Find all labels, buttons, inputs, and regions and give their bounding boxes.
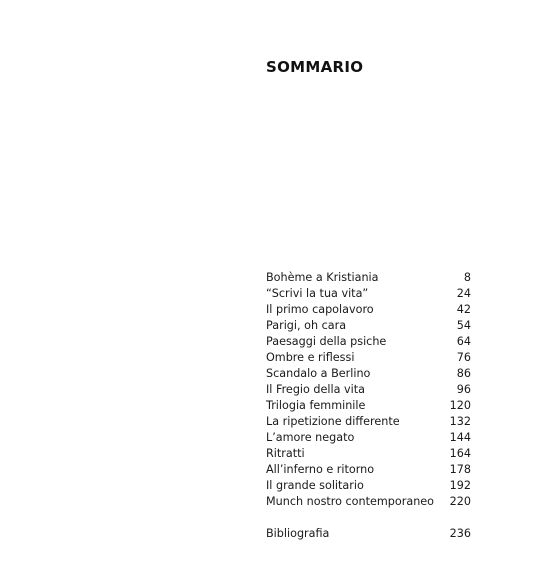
page-title: SOMMARIO xyxy=(266,58,364,76)
toc-entry-page: 164 xyxy=(449,447,471,460)
toc-entry-title: L’amore negato xyxy=(266,431,355,444)
toc-spacer xyxy=(266,510,471,526)
toc-entry-page: 24 xyxy=(456,287,471,300)
toc-entry-title: Il primo capolavoro xyxy=(266,303,374,316)
toc-entry-title: Bohème a Kristiania xyxy=(266,271,379,284)
toc-entry xyxy=(266,270,471,286)
toc-entry-page: 54 xyxy=(456,319,471,332)
toc-entry-title: La ripetizione differente xyxy=(266,415,400,428)
toc-entry xyxy=(266,286,471,302)
toc-entry-page: 192 xyxy=(449,479,471,492)
toc-entry-title: Parigi, oh cara xyxy=(266,319,347,332)
toc-entry-page: 178 xyxy=(449,463,471,476)
toc-appendix-entry xyxy=(266,526,471,542)
toc-entry-page: 132 xyxy=(449,415,471,428)
toc-entry xyxy=(266,430,471,446)
toc-entry xyxy=(266,302,471,318)
toc-entry-page: 64 xyxy=(456,335,471,348)
toc-entry-page: 76 xyxy=(456,351,471,364)
toc-entry-page: 236 xyxy=(449,527,471,540)
toc-entry xyxy=(266,318,471,334)
toc-entry-page: 86 xyxy=(456,367,471,380)
toc-entry-title: Il grande solitario xyxy=(266,479,364,492)
toc-entry-page: 220 xyxy=(449,495,471,508)
toc-entry xyxy=(266,462,471,478)
toc-entry xyxy=(266,366,471,382)
toc-entry-title: Ritratti xyxy=(266,447,305,460)
toc-entry-title: All’inferno e ritorno xyxy=(266,463,375,476)
toc-entry-title: Munch nostro contemporaneo xyxy=(266,495,435,508)
table-of-contents xyxy=(266,270,471,542)
toc-entry xyxy=(266,414,471,430)
toc-entry-title: Il Fregio della vita xyxy=(266,383,366,396)
toc-entry xyxy=(266,350,471,366)
toc-entry xyxy=(266,334,471,350)
toc-entry-title: Bibliografia xyxy=(266,527,330,540)
toc-entry xyxy=(266,382,471,398)
toc-entry-title: Scandalo a Berlino xyxy=(266,367,371,380)
toc-entry-page: 144 xyxy=(449,431,471,444)
toc-entry-title: Trilogia femminile xyxy=(266,399,366,412)
toc-entry xyxy=(266,478,471,494)
toc-entry-page: 120 xyxy=(449,399,471,412)
toc-entry xyxy=(266,446,471,462)
toc-entry-page: 8 xyxy=(463,271,471,284)
toc-entry xyxy=(266,494,471,510)
toc-entry-title: Paesaggi della psiche xyxy=(266,335,387,348)
toc-entry-title: Ombre e riflessi xyxy=(266,351,355,364)
toc-entry-page: 96 xyxy=(456,383,471,396)
toc-entry-page: 42 xyxy=(456,303,471,316)
toc-entry xyxy=(266,398,471,414)
toc-entry-title: “Scrivi la tua vita” xyxy=(266,287,369,300)
